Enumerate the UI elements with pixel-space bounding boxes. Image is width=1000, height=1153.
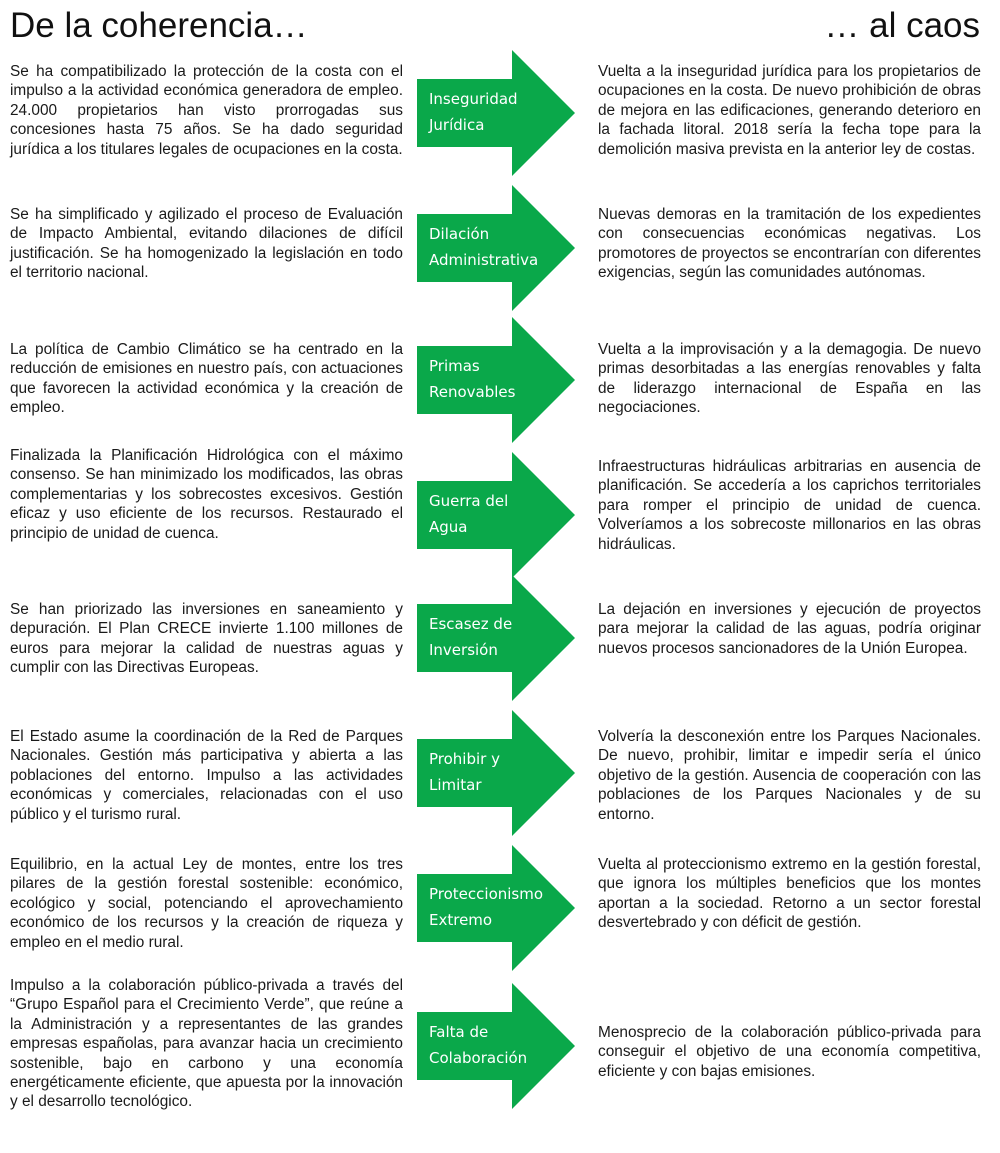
arrow-label-line2: Colaboración [429,1049,528,1067]
arrow-label-line1: Primas [429,357,480,375]
right-paragraph: Vuelta a la inseguridad jurídica para los propietarios de ocupaciones en la costa. De nuevo prohibición de obras de mejora en las edificaciones, generando deterioro en la fachada litoral. 2018 sería la fecha tope para la demolición masiva prevista en la anterior ley de costas. [598,63,981,158]
left-paragraph: Equilibrio, en la actual Ley de montes, entre los tres pilares de la gestión forestal sostenible: económico, ecológico y social, potenciando el aprovechamiento económico de los recursos y la creación de riqueza y empleo en el medio rural. [10,856,403,951]
arrow-escasez-de-inversion [417,575,575,701]
right-paragraph: Volvería la desconexión entre los Parques Nacionales. De nuevo, prohibir, limitar e impedir sería el único objetivo de la gestión. Ausencia de cooperación con las poblaciones de los Parques Nacionales y de su entorno. [598,728,981,823]
left-paragraph: Se ha simplificado y agilizado el proceso de Evaluación de Impacto Ambiental, evitando dilaciones de difícil justificación. Se ha homogenizado la legislación en todo el territorio nacional. [10,206,403,282]
arrow-label-line1: Inseguridad [429,90,518,108]
right-paragraph: Vuelta al proteccionismo extremo en la gestión forestal, que ignora los múltiples beneficios que los montes aportan a la sociedad. Retorno a un sector forestal desvertebrado y con déficit de gestión. [598,856,981,932]
arrow-label-line1: Proteccionismo [429,885,544,903]
right-paragraph: Menosprecio de la colaboración público-privada para conseguir el objetivo de una economía competitiva, eficiente y con bajas emisiones. [598,1024,981,1080]
left-title: De la coherencia… [10,6,308,45]
right-paragraph: Infraestructuras hidráulicas arbitrarias en ausencia de planificación. Se accedería a los caprichos territoriales para romper el principio de unidad de cuenca. Volveríamos a los sobrecoste millonarios en las obras hidráulicas. [598,458,981,553]
arrow-label-line1: Falta de [429,1023,489,1041]
arrow-falta-de-colaboracion [417,983,575,1109]
left-paragraph: Se ha compatibilizado la protección de la costa con el impulso a la actividad económica generadora de empleo. 24.000 propietarios han visto prorrogadas sus concesiones hasta 75 años. Se ha dado seguridad jurídica a los titulares legales de ocupaciones en la costa. [10,63,403,158]
arrow-label-line2: Extremo [429,911,493,929]
arrow-label-line1: Prohibir y [429,750,500,768]
arrow-label-line1: Dilación [429,225,490,243]
left-paragraph: Impulso a la colaboración público-privada a través del “Grupo Español para el Crecimiento Verde”, que reúne a la Administración y a representantes de las grandes empresas españolas, para avanzar hacia un crecimiento sostenible, bajo en carbono y una economía energéticamente eficiente, que apuesta por la innovación y el desarrollo tecnológico. [10,977,403,1111]
arrow-inseguridad-juridica [417,50,575,176]
arrow-dilacion-administrativa [417,185,575,311]
arrow-label-line2: Agua [429,518,468,536]
right-paragraph: La dejación en inversiones y ejecución de proyectos para mejorar la calidad de las aguas, podría originar nuevos procesos sancionadores de la Unión Europea. [598,601,981,657]
arrow-label-line2: Limitar [429,776,482,794]
arrow-prohibir-y-limitar [417,710,575,836]
right-paragraph: Nuevas demoras en la tramitación de los expedientes con consecuencias económicas negativas. Los promotores de proyectos se encontrarían con diferentes exigencias, según las comunidades autónomas. [598,206,981,282]
arrow-label-line2: Jurídica [429,116,485,134]
arrow-label-line2: Renovables [429,383,516,401]
left-paragraph: Se han priorizado las inversiones en saneamiento y depuración. El Plan CRECE invierte 1.100 millones de euros para mejorar la calidad de nuestras aguas y cumplir con las Directivas Europeas. [10,601,403,677]
left-paragraph: El Estado asume la coordinación de la Red de Parques Nacionales. Gestión más participativa y abierta a las poblaciones del entorno. Impulso a las actividades económicas y comerciales, relacionadas con el uso público y el turismo rural. [10,728,403,823]
arrow-label-line1: Guerra del [429,492,509,510]
right-paragraph: Vuelta a la improvisación y a la demagogia. De nuevo primas desorbitadas a las energías renovables y falta de liderazgo internacional de España en las negociaciones. [598,341,981,417]
right-title: … al caos [824,6,980,45]
left-paragraph: La política de Cambio Climático se ha centrado en la reducción de emisiones en nuestro país, con actuaciones que favorecen la actividad económica y la creación de empleo. [10,341,403,417]
left-paragraph: Finalizada la Planificación Hidrológica con el máximo consenso. Se han minimizado los modificados, las obras complementarias y los sobrecostes excesivos. Gestión eficaz y uso eficiente de los recursos. Restaurado el principio de unidad de cuenca. [10,447,403,542]
arrow-label-line2: Inversión [429,641,498,659]
arrow-primas-renovables [417,317,575,443]
arrow-label-line1: Escasez de [429,615,513,633]
arrow-proteccionismo-extremo [417,845,575,971]
arrow-guerra-del-agua [417,452,575,578]
arrow-label-line2: Administrativa [429,251,539,269]
